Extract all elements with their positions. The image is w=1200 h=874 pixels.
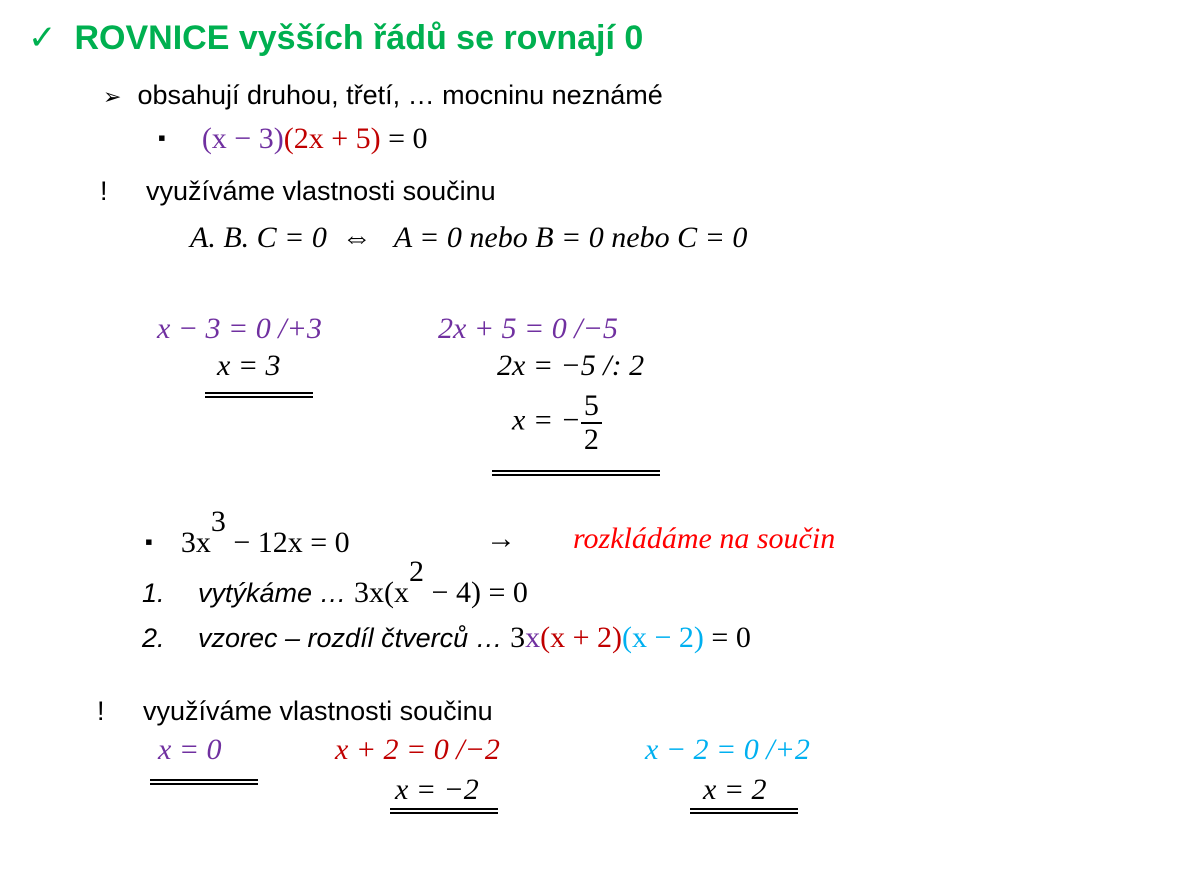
solution-a-underline: [150, 779, 258, 785]
solution-b-underline: [390, 808, 498, 814]
square-bullet-icon: ▪: [158, 125, 166, 150]
solution-b: x = −2: [395, 773, 479, 806]
example1: [158, 122, 428, 156]
step-2-factor-plus: (x + 2): [540, 621, 623, 654]
solution-c-underline: [690, 808, 798, 814]
product-property: A. B. C = 0 ⇔ A = 0 nebo B = 0 nebo C = 0: [190, 221, 748, 254]
right-equation: [438, 312, 618, 346]
right-result: [512, 390, 602, 455]
step-1: [142, 555, 528, 610]
step-1-number: 1.: [142, 578, 165, 608]
factorize-comment: rozkládáme na součin: [573, 522, 836, 555]
equation-c: x − 2 = 0 /+2: [645, 733, 810, 766]
intro-line: [103, 80, 663, 111]
right-result-underline: [492, 470, 660, 476]
step-2-x: x: [525, 621, 541, 654]
step-1-exponent: 2: [409, 555, 425, 588]
example2: [145, 505, 350, 560]
implies-arrow: →: [486, 522, 516, 555]
step-2: [142, 621, 751, 655]
title: [28, 18, 643, 58]
step-1-math-b: − 4) = 0: [424, 576, 528, 609]
step-1-label: vytýkáme …: [198, 578, 355, 608]
exclamation-mark: !: [97, 696, 105, 726]
fraction-numerator: 5: [581, 390, 602, 424]
step-2-end: = 0: [703, 621, 751, 654]
step-2-coef: 3: [510, 621, 526, 654]
equation-b: x + 2 = 0 /−2: [335, 733, 500, 766]
example2-exponent: 3: [210, 505, 226, 538]
solution-c: x = 2: [703, 773, 767, 806]
note2: [97, 696, 493, 727]
arrow-bullet-icon: ➢: [103, 84, 122, 109]
fraction-denominator: 2: [583, 422, 599, 456]
check-icon: ✓: [28, 19, 57, 57]
note2-text: využíváme vlastnosti součinu: [143, 696, 493, 726]
example2-coef: 3x: [180, 526, 211, 559]
right-equation-text: 2x + 5 = 0 /−5: [438, 312, 618, 345]
step-2-factor-minus: (x − 2): [622, 621, 704, 654]
right-step: 2x = −5 /: 2: [497, 349, 645, 382]
factor-1: (x − 3): [201, 122, 284, 155]
step-1-math-a: 3x(x: [354, 576, 410, 609]
square-bullet-icon: ▪: [145, 529, 153, 554]
example2-rest: − 12x = 0: [225, 526, 350, 559]
left-equation: x − 3 = 0 /+3: [157, 312, 322, 345]
right-result-prefix: x = −: [512, 403, 581, 437]
solution-a: x = 0: [158, 733, 222, 766]
equals-zero: = 0: [380, 122, 428, 155]
note1: [100, 176, 496, 207]
exclamation-mark: !: [100, 176, 108, 206]
step-2-label: vzorec – rozdíl čtverců …: [198, 623, 511, 653]
note1-text: využíváme vlastnosti součinu: [146, 176, 496, 206]
factor-2: (2x + 5): [283, 122, 381, 155]
step-2-number: 2.: [142, 623, 165, 653]
fraction: [581, 390, 602, 455]
intro-text: obsahují druhou, třetí, … mocninu neznámé: [137, 80, 663, 110]
title-text: ROVNICE vyšších řádů se rovnají 0: [74, 19, 644, 57]
left-result-underline: [205, 392, 313, 398]
left-result: x = 3: [217, 349, 281, 382]
